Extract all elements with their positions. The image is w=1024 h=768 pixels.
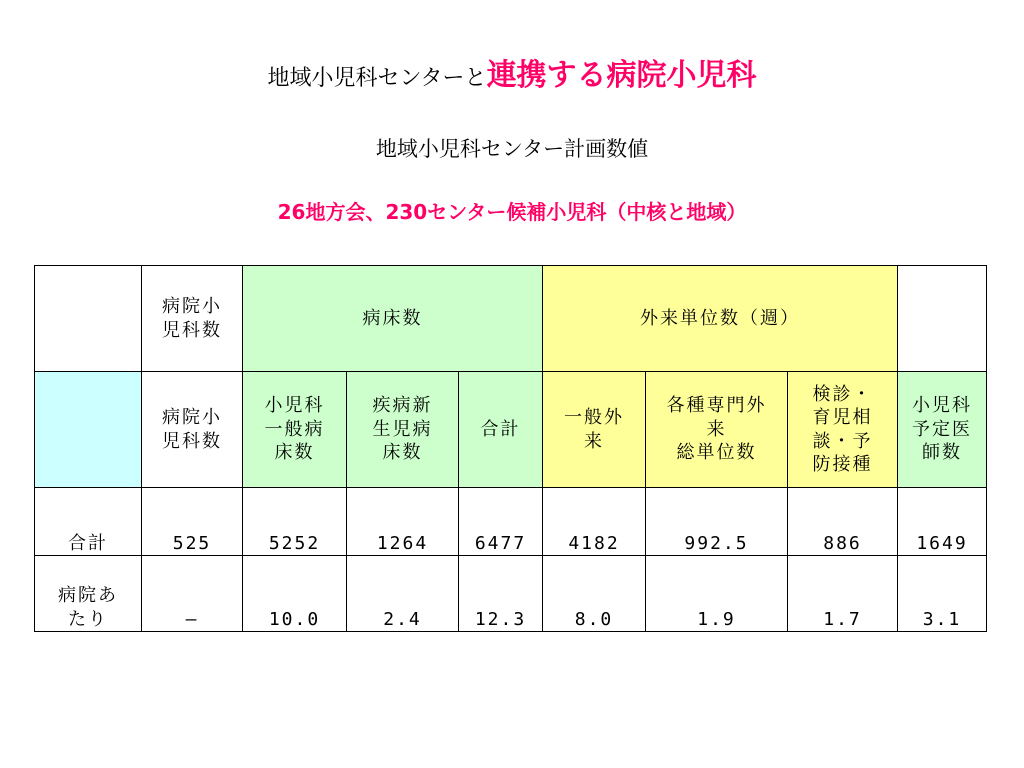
plan-numbers-table xyxy=(34,265,987,632)
table-row-per-hospital xyxy=(35,556,987,632)
corner-cell-sub xyxy=(35,372,142,488)
header-outpatient-group: 外来単位数（週） xyxy=(543,266,898,372)
header-beds-total: 合計 xyxy=(459,372,543,488)
table-cell: 1649 xyxy=(898,488,987,556)
header-general-outpatient: 一般外 来 xyxy=(543,372,646,488)
table-cell: 4182 xyxy=(543,488,646,556)
corner-cell-top xyxy=(35,266,142,372)
blank-cell-top-right xyxy=(898,266,987,372)
header-pediatric-general-beds: 小児科 一般病 床数 xyxy=(243,372,347,488)
table-cell: 525 xyxy=(142,488,243,556)
header-neonatal-beds: 疾病新 生児病 床数 xyxy=(347,372,459,488)
table-cell: 1.7 xyxy=(788,556,898,632)
title-plain-text: 地域小児科センターと xyxy=(267,66,487,91)
table-cell: 10.0 xyxy=(243,556,347,632)
header-checkup-outpatient: 検診・ 育児相 談・予 防接種 xyxy=(788,372,898,488)
table-cell: 1264 xyxy=(347,488,459,556)
sub-header-row xyxy=(35,372,987,488)
table-cell: 5252 xyxy=(243,488,347,556)
table-cell: 8.0 xyxy=(543,556,646,632)
table-cell: 12.3 xyxy=(459,556,543,632)
table-cell: 2.4 xyxy=(347,556,459,632)
header-beds-group: 病床数 xyxy=(243,266,543,372)
table-cell: 886 xyxy=(788,488,898,556)
page-title xyxy=(0,50,1024,94)
table-subtitle: 地域小児科センター計画数値 xyxy=(375,137,649,161)
table-row-total xyxy=(35,488,987,556)
title-accent-text: 連携する病院小児科 xyxy=(486,58,757,93)
row-label-total: 合計 xyxy=(35,488,142,556)
table-cell: 992.5 xyxy=(646,488,788,556)
candidate-note: 26地方会、230センター候補小児科（中核と地域） xyxy=(277,200,747,224)
table-cell: 3.1 xyxy=(898,556,987,632)
header-specialty-outpatient: 各種専門外 来 総単位数 xyxy=(646,372,788,488)
table-cell: — xyxy=(142,556,243,632)
group-header-row xyxy=(35,266,987,372)
table-cell: 6477 xyxy=(459,488,543,556)
header-hospital-pediatrics-group: 病院小 児科数 xyxy=(142,266,243,372)
header-hospital-pediatrics: 病院小 児科数 xyxy=(142,372,243,488)
row-label-per-hospital: 病院あ たり xyxy=(35,556,142,632)
header-planned-doctors: 小児科 予定医 師数 xyxy=(898,372,987,488)
table-cell: 1.9 xyxy=(646,556,788,632)
